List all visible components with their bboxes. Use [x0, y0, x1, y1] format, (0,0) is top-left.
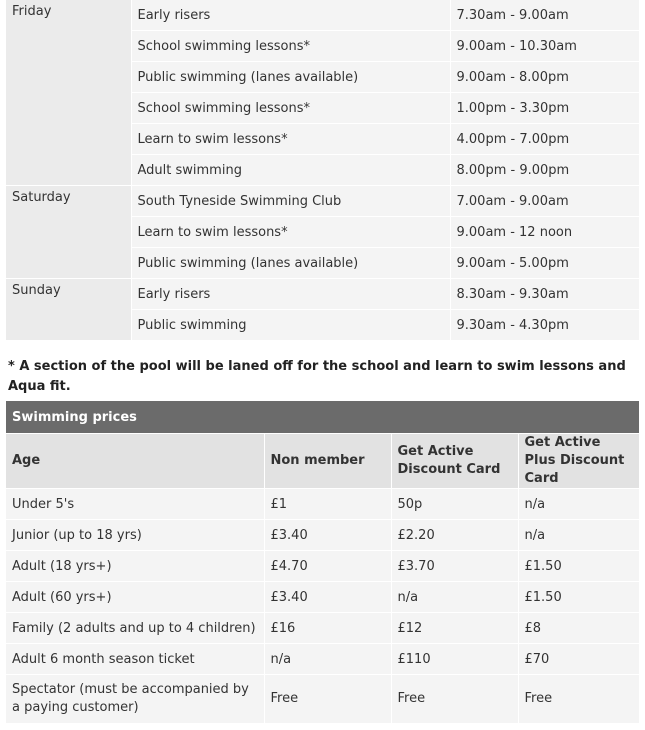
column-header: Age — [6, 434, 264, 489]
prices-table — [6, 401, 640, 724]
price-cell: Adult (60 yrs+) — [6, 582, 264, 613]
price-cell: £4.70 — [264, 551, 391, 582]
price-cell: Adult (18 yrs+) — [6, 551, 264, 582]
time-cell: 8.00pm - 9.00pm — [450, 155, 639, 186]
price-cell: £3.70 — [391, 551, 518, 582]
day-cell: Friday — [6, 0, 131, 186]
price-cell: n/a — [518, 489, 639, 520]
price-cell: Under 5's — [6, 489, 264, 520]
table-row — [6, 644, 639, 675]
prices-caption-row — [6, 401, 639, 434]
activity-cell: School swimming lessons* — [131, 31, 450, 62]
time-cell: 1.00pm - 3.30pm — [450, 93, 639, 124]
price-cell: £1.50 — [518, 551, 639, 582]
activity-cell: Public swimming — [131, 310, 450, 341]
day-cell: Sunday — [6, 279, 131, 341]
price-cell: Spectator (must be accompanied by a paying customer) — [6, 675, 264, 724]
activity-cell: Early risers — [131, 279, 450, 310]
activity-cell: Learn to swim lessons* — [131, 124, 450, 155]
day-cell: Saturday — [6, 186, 131, 279]
table-row — [6, 613, 639, 644]
time-cell: 4.00pm - 7.00pm — [450, 124, 639, 155]
price-cell: 50p — [391, 489, 518, 520]
time-cell: 9.00am - 8.00pm — [450, 62, 639, 93]
price-cell: Adult 6 month season ticket — [6, 644, 264, 675]
activity-cell: Adult swimming — [131, 155, 450, 186]
time-cell: 9.30am - 4.30pm — [450, 310, 639, 341]
column-header: Non member — [264, 434, 391, 489]
table-row — [6, 582, 639, 613]
price-cell: n/a — [264, 644, 391, 675]
time-cell: 7.00am - 9.00am — [450, 186, 639, 217]
price-cell: £12 — [391, 613, 518, 644]
price-cell: £2.20 — [391, 520, 518, 551]
time-cell: 9.00am - 5.00pm — [450, 248, 639, 279]
price-cell: £1 — [264, 489, 391, 520]
table-row — [6, 551, 639, 582]
price-cell: Free — [518, 675, 639, 724]
table-row — [6, 489, 639, 520]
prices-caption: Swimming prices — [6, 401, 639, 434]
price-cell: Family (2 adults and up to 4 children) — [6, 613, 264, 644]
price-cell: £110 — [391, 644, 518, 675]
time-cell: 9.00am - 10.30am — [450, 31, 639, 62]
activity-cell: Public swimming (lanes available) — [131, 248, 450, 279]
activity-cell: School swimming lessons* — [131, 93, 450, 124]
price-cell: Junior (up to 18 yrs) — [6, 520, 264, 551]
price-cell: Free — [264, 675, 391, 724]
activity-cell: Learn to swim lessons* — [131, 217, 450, 248]
price-cell: £1.50 — [518, 582, 639, 613]
prices-header-row — [6, 434, 639, 489]
activity-cell: South Tyneside Swimming Club — [131, 186, 450, 217]
price-cell: n/a — [391, 582, 518, 613]
price-cell: £70 — [518, 644, 639, 675]
column-header: Get Active Plus Discount Card — [518, 434, 639, 489]
column-header: Get Active Discount Card — [391, 434, 518, 489]
table-row — [6, 0, 639, 31]
price-cell: £3.40 — [264, 582, 391, 613]
table-row — [6, 520, 639, 551]
price-cell: £8 — [518, 613, 639, 644]
time-cell: 8.30am - 9.30am — [450, 279, 639, 310]
table-row — [6, 186, 639, 217]
table-row — [6, 279, 639, 310]
price-cell: £3.40 — [264, 520, 391, 551]
price-cell: £16 — [264, 613, 391, 644]
time-cell: 7.30am - 9.00am — [450, 0, 639, 31]
footnote: * A section of the pool will be laned off for the school and learn to swim lessons and Aqua fit. — [8, 359, 626, 394]
time-cell: 9.00am - 12 noon — [450, 217, 639, 248]
activity-cell: Early risers — [131, 0, 450, 31]
price-cell: Free — [391, 675, 518, 724]
page-content — [6, 0, 639, 724]
timetable — [6, 0, 639, 341]
table-row — [6, 675, 639, 724]
price-cell: n/a — [518, 520, 639, 551]
activity-cell: Public swimming (lanes available) — [131, 62, 450, 93]
